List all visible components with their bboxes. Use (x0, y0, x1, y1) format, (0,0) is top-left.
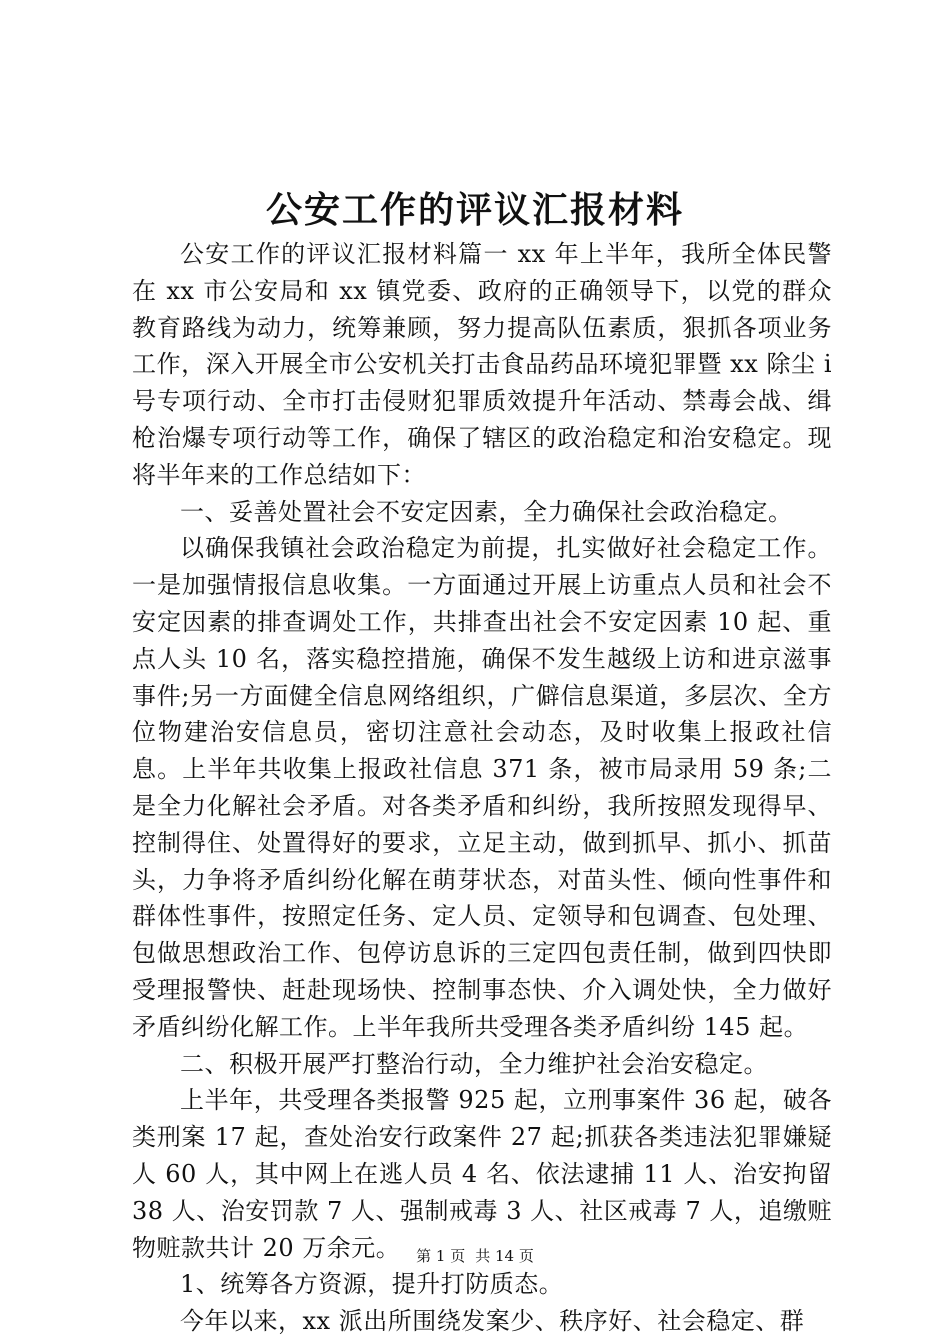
paragraph-continued: 今年以来，xx 派出所围绕发案少、秩序好、社会稳定、群 (180, 1307, 805, 1336)
section-heading-2: 二、积极开展严打整治行动，全力维护社会治安稳定。 (180, 1049, 768, 1078)
document-body (132, 236, 832, 1340)
subsection-heading-1: 1、统筹各方资源，提升打防质态。 (180, 1270, 564, 1299)
section-heading-1: 一、妥善处置社会不安定因素，全力确保社会政治稳定。 (180, 497, 793, 526)
paragraph-intro: 公安工作的评议汇报材料篇一 xx 年上半年，我所全体民警在 xx 市公安局和 xx 镇党委、政府的正确领导下，以党的群众教育路线为动力，统筹兼顾，努力提高队伍素质，狠抓各项业务工作，深入开展全市公安机关打击食品药品环境犯罪暨 xx 除尘 i 号专项行动、全市打击侵财犯罪质效提升年活动、禁毒会战、缉枪治爆专项行动等工作，确保了辖区的政治稳定和治安稳定。现将半年来的工作总结如下： (132, 240, 832, 489)
paragraph-statistics: 上半年，共受理各类报警 925 起，立刑事案件 36 起，破各类刑案 17 起，查处治安行政案件 27 起;抓获各类违法犯罪嫌疑人 60 人，其中网上在逃人员 4 名、依法逮捕 11 人、治安拘留 38 人、治安罚款 7 人、强制戒毒 3 人、社区戒毒 7 人，追缴赃物赃款共计 20 万余元。 (132, 1086, 832, 1262)
page-footer (0, 1246, 950, 1266)
page-total: 共 14 页 (475, 1247, 534, 1265)
page-number: 第 1 页 (416, 1247, 466, 1265)
document-title: 公安工作的评议汇报材料 (265, 189, 684, 231)
paragraph-stability: 以确保我镇社会政治稳定为前提，扎实做好社会稳定工作。一是加强情报信息收集。一方面通过开展上访重点人员和社会不安定因素的排查调处工作，共排查出社会不安定因素 10 起、重点人头 10 名，落实稳控措施，确保不发生越级上访和进京滋事事件;另一方面健全信息网络组织，广僻信息渠道，多层次、全方位物建治安信息员，密切注意社会动态，及时收集上报政社信息。上半年共收集上报政社信息 371 条，被市局录用 59 条;二是全力化解社会矛盾。对各类矛盾和纠纷，我所按照发现得早、控制得住、处置得好的要求，立足主动，做到抓早、抓小、抓苗头，力争将矛盾纠纷化解在萌芽状态，对苗头性、倾向性事件和群体性事件，按照定任务、定人员、定领导和包调查、包处理、包做思想政治工作、包停访息诉的三定四包责任制，做到四快即受理报警快、赶赴现场快、控制事态快、介入调处快，全力做好矛盾纠纷化解工作。上半年我所共受理各类矛盾纠纷 145 起。 (132, 534, 832, 1041)
